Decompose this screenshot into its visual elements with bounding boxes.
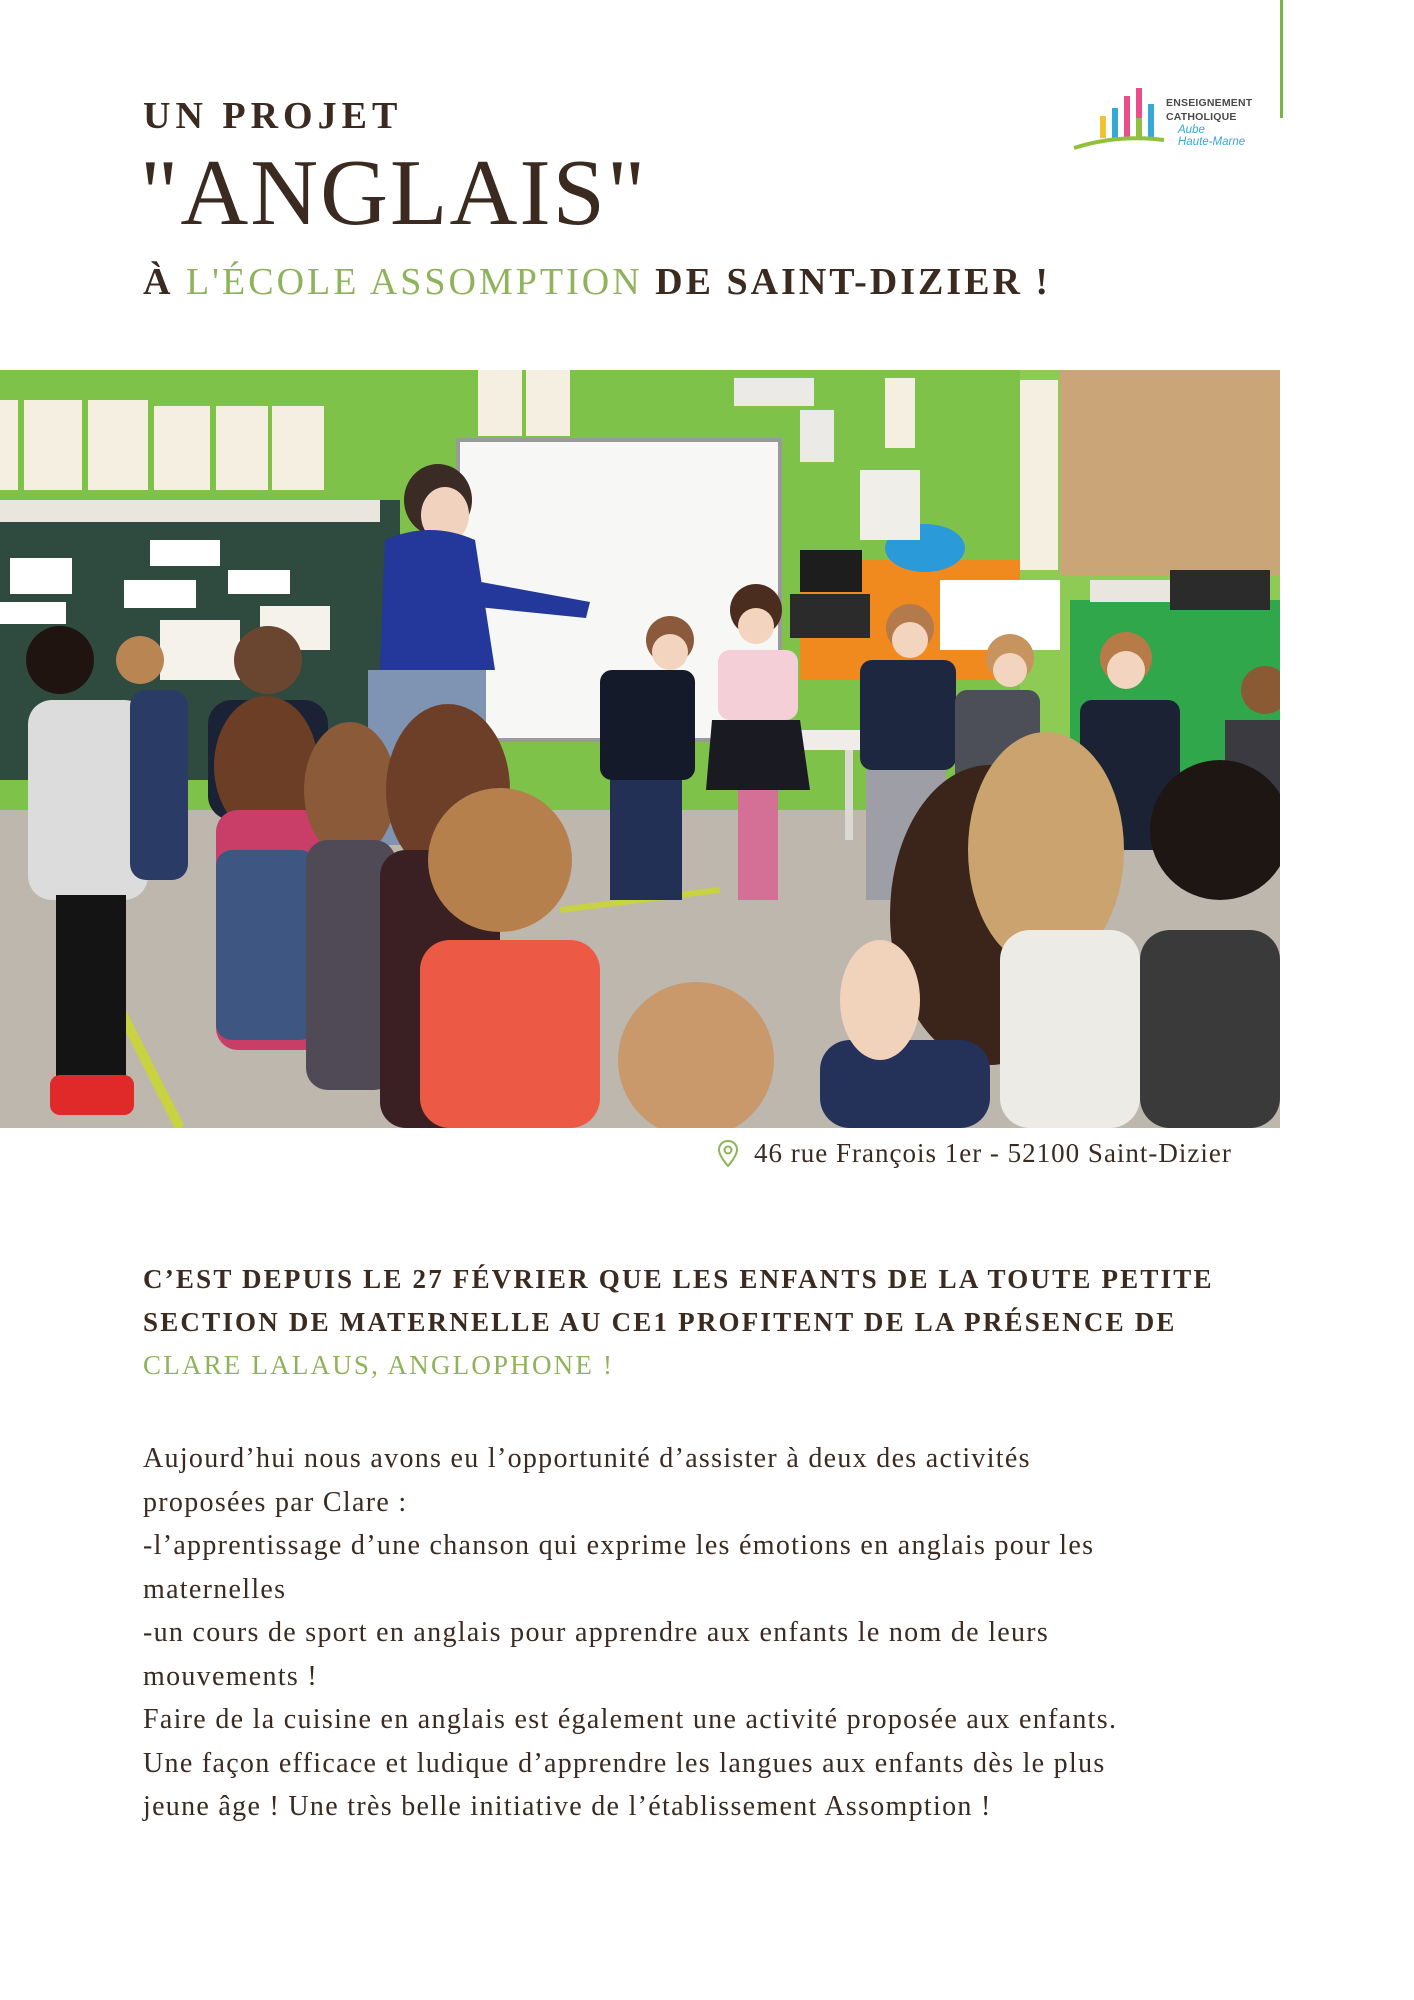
intro-heading bbox=[143, 1258, 1243, 1387]
logo-bars-icon bbox=[1072, 82, 1167, 152]
page-title: "ANGLAIS" bbox=[140, 141, 648, 245]
body-line: maternelles bbox=[143, 1573, 287, 1605]
subtitle-prefix: À bbox=[143, 261, 186, 303]
body-line: mouvements ! bbox=[143, 1660, 319, 1692]
subtitle-school-name: L'ÉCOLE ASSOMPTION bbox=[185, 261, 643, 303]
body-line: jeune âge ! Une très belle initiative de l’établissement Assomption ! bbox=[143, 1791, 992, 1822]
address-text: 46 rue François 1er - 52100 Saint-Dizier bbox=[754, 1138, 1232, 1168]
logo-line-1: ENSEIGNEMENT bbox=[1166, 97, 1253, 109]
body-line: Une façon efficace et ludique d’apprendre les langues aux enfants dès le plus bbox=[143, 1747, 1106, 1779]
body-line: -l’apprentissage d’une chanson qui exprime les émotions en anglais pour les bbox=[143, 1530, 1095, 1561]
logo-line-3: Aube bbox=[1178, 124, 1205, 136]
address-line bbox=[718, 1138, 1288, 1174]
subtitle bbox=[143, 260, 1051, 304]
title-kicker: UN PROJET bbox=[143, 95, 403, 137]
intro-line-2: SECTION DE MATERNELLE AU CE1 PROFITENT DE LA PRÉSENCE DE bbox=[143, 1307, 1177, 1337]
classroom-photo bbox=[0, 370, 1280, 1128]
intro-highlight: CLARE LALAUS, ANGLOPHONE ! bbox=[143, 1350, 615, 1380]
body-line: proposées par Clare : bbox=[143, 1486, 408, 1518]
diocese-logo bbox=[1072, 82, 1292, 157]
logo-line-4: Haute-Marne bbox=[1178, 136, 1246, 148]
logo-line-2: CATHOLIQUE bbox=[1166, 111, 1237, 123]
map-pin-icon bbox=[718, 1140, 738, 1168]
intro-line-1: C’EST DEPUIS LE 27 FÉVRIER QUE LES ENFANTS DE LA TOUTE PETITE bbox=[143, 1264, 1214, 1294]
body-line: -un cours de sport en anglais pour apprendre aux enfants le nom de leurs bbox=[143, 1617, 1050, 1648]
body-line: Faire de la cuisine en anglais est également une activité proposée aux enfants. bbox=[143, 1704, 1118, 1735]
subtitle-suffix: DE SAINT-DIZIER ! bbox=[642, 261, 1052, 303]
article-body bbox=[143, 1437, 1253, 1829]
body-line: Aujourd’hui nous avons eu l’opportunité d’assister à deux des activités bbox=[143, 1443, 1031, 1474]
